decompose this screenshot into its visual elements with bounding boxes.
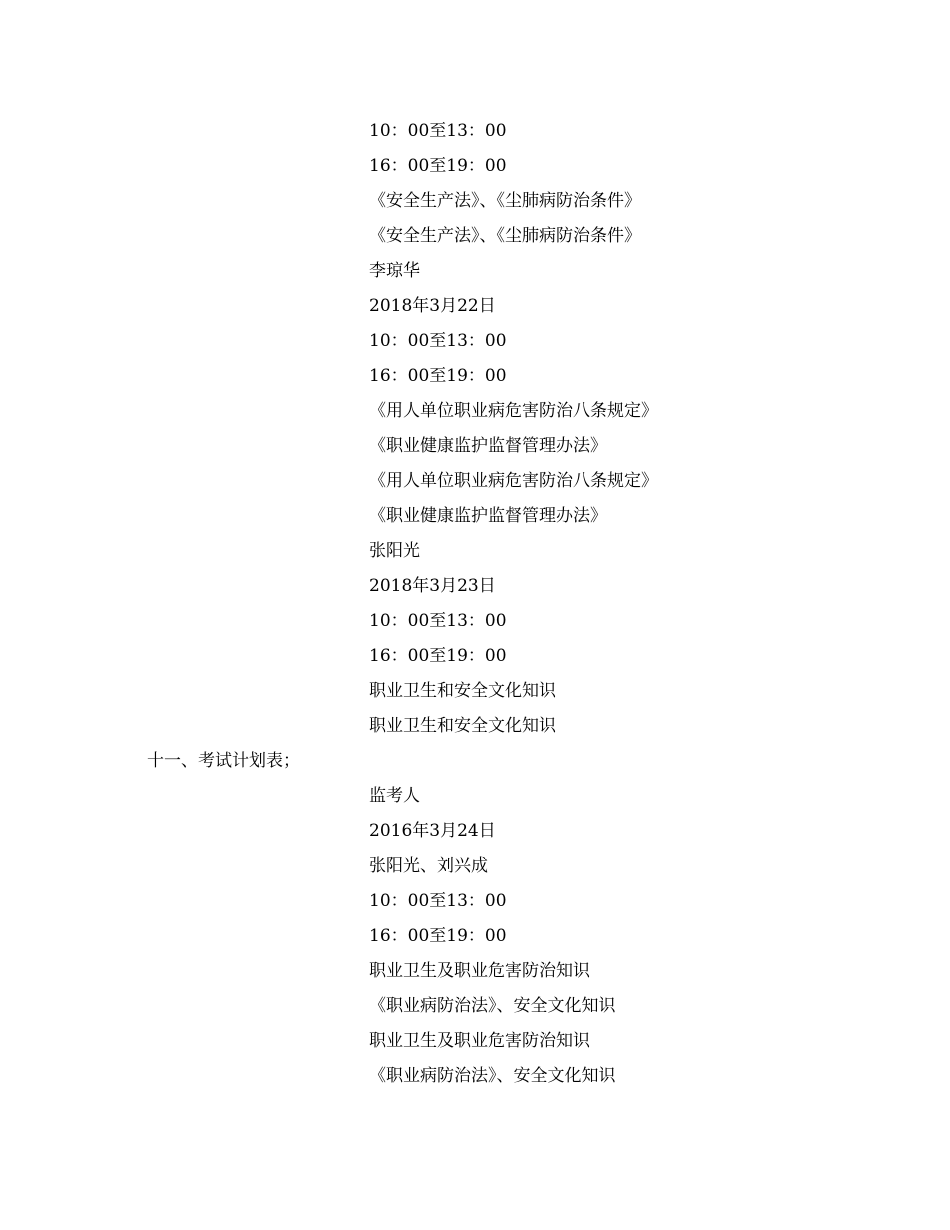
text-line: 张阳光 [369, 541, 420, 561]
text-line: 《职业健康监护监督管理办法》 [369, 436, 607, 456]
text-line: 《职业健康监护监督管理办法》 [369, 506, 607, 526]
text-line: 《安全生产法》、《尘肺病防治条件》 [369, 191, 641, 211]
text-line: 职业卫生和安全文化知识 [369, 681, 556, 701]
text-line: 10：00至13：00 [369, 891, 507, 911]
text-line: 职业卫生及职业危害防治知识 [369, 1031, 590, 1051]
text-line: 《用人单位职业病危害防治八条规定》 [369, 401, 658, 421]
text-line: 李琼华 [369, 261, 420, 281]
text-line: 职业卫生和安全文化知识 [369, 716, 556, 736]
text-line: 10：00至13：00 [369, 331, 507, 351]
text-line: 16：00至19：00 [369, 366, 507, 386]
text-line: 张阳光、刘兴成 [369, 856, 488, 876]
text-line: 2018年3月23日 [369, 576, 496, 596]
text-line: 《职业病防治法》、安全文化知识 [369, 996, 616, 1016]
text-line: 2018年3月22日 [369, 296, 496, 316]
text-line: 《职业病防治法》、安全文化知识 [369, 1066, 616, 1086]
text-line: 2016年3月24日 [369, 821, 496, 841]
text-line: 《安全生产法》、《尘肺病防治条件》 [369, 226, 641, 246]
section-heading: 十一、考试计划表； [147, 751, 300, 771]
text-line: 10：00至13：00 [369, 121, 507, 141]
text-line: 16：00至19：00 [369, 156, 507, 176]
text-line: 16：00至19：00 [369, 926, 507, 946]
text-line: 《用人单位职业病危害防治八条规定》 [369, 471, 658, 491]
text-line: 监考人 [369, 786, 420, 806]
text-line: 10：00至13：00 [369, 611, 507, 631]
text-line: 职业卫生及职业危害防治知识 [369, 961, 590, 981]
text-line: 16：00至19：00 [369, 646, 507, 666]
